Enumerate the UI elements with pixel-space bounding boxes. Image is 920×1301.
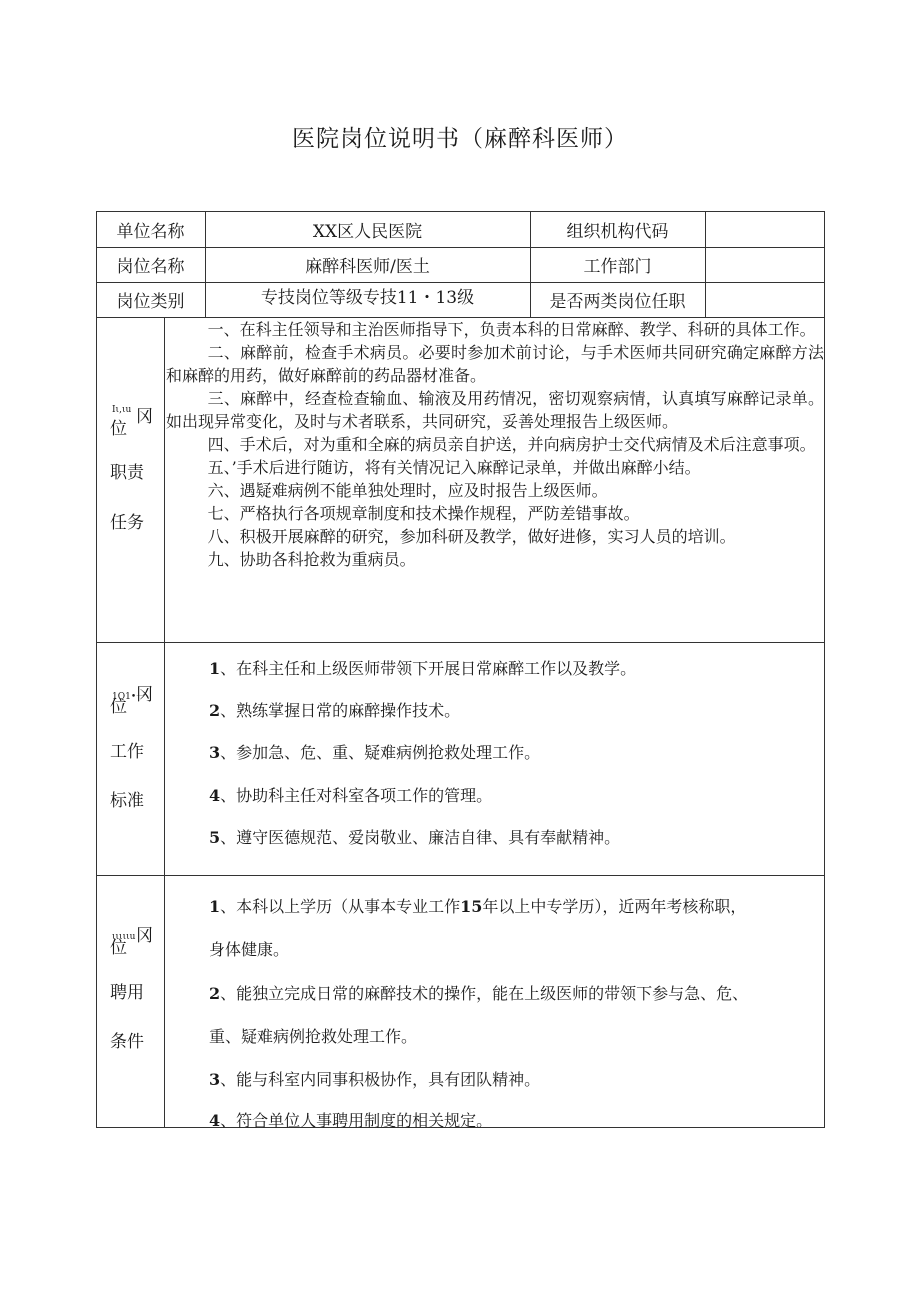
post-name-value: 麻醉科医师/医土 [305, 257, 430, 277]
duty-item: 二、麻醉前，检查手术病员。必要时参加术前讨论，与手术医师共同研究确定麻醉方法和麻醉的用药，做好麻醉前的药品器材准备。 [166, 343, 824, 385]
requirement-item: 3、能与科室内同事积极协作，具有团队精神。 [209, 1070, 541, 1089]
row-divider [96, 642, 825, 643]
department-value [705, 247, 825, 282]
unit-name-label: 单位名称 [116, 221, 185, 242]
org-code-label: 组织机构代码 [566, 221, 669, 242]
duty-item: 四、手术后，对为重和全麻的病员亲自护送，并向病房护士交代病情及术后注意事项。 [207, 435, 816, 454]
unit-name-value: XX区人民医院 [312, 221, 423, 242]
org-code-value [705, 211, 825, 247]
duty-item: 九、协助各科抢救为重病员。 [207, 550, 416, 569]
duties-list [166, 318, 824, 571]
post-category-value: 专技岗位等级专技11・13级 [260, 287, 475, 308]
dual-post-label: 是否两类岗位任职 [549, 292, 686, 312]
requirements-label-word: 聘用 [110, 983, 144, 1003]
standard-item: 2、熟练掌握日常的麻醉操作技术。 [209, 701, 461, 720]
duties-label-word: 职责 [110, 463, 144, 483]
duties-label-char: 冈 [136, 407, 153, 427]
duties-label-char: 位 [110, 419, 127, 439]
duty-item: 七、严格执行各项规章制度和技术操作规程，严防差错事故。 [207, 504, 640, 523]
col-divider [164, 642, 165, 875]
duty-item: 三、麻醉中，经查检查输血、输液及用药情况，密切观察病情，认真填写麻醉记录单。如出现异常变化，及时与术者联系，共同研究，妥善处理报告上级医师。 [166, 389, 824, 431]
requirements-label-char: 位 [110, 938, 127, 958]
label-artifact: 1Q1•一 [112, 692, 146, 702]
duty-item: 一、在科主任领导和主治医师指导下，负责本科的日常麻醉、教学、科研的具体工作。 [207, 320, 816, 339]
duty-item: 八、积极开展麻醉的研究，参加科研及教学，做好进修，实习人员的培训。 [207, 527, 736, 546]
requirements-label-char: 冈 [136, 926, 153, 946]
label-artifact: Iι,ιu [112, 405, 132, 415]
requirement-item-continued: 重、疑难病例抢救处理工作。 [209, 1027, 418, 1046]
department-label: 工作部门 [583, 257, 652, 277]
duty-item: 六、遇疑难病例不能单独处理时，应及时报告上级医师。 [207, 481, 608, 500]
requirements-label-word: 条件 [110, 1032, 144, 1052]
col-divider [164, 317, 165, 642]
requirement-item-continued: 身体健康。 [209, 940, 290, 959]
post-category-label: 岗位类别 [116, 292, 185, 312]
standard-item: 3、参加急、危、重、疑难病例抢救处理工作。 [209, 743, 541, 762]
standard-item: 5、遵守医德规范、爱岗敬业、廉洁自律、具有奉献精神。 [209, 828, 621, 847]
label-artifact: ιιιιιu [112, 932, 136, 942]
page-title: 医院岗位说明书（麻醉科医师） [292, 126, 628, 152]
requirement-item: 1、本科以上学历（从事本专业工作15年以上中专学历），近两年考核称职， [209, 897, 747, 916]
standards-label-char: 位 [110, 697, 127, 717]
post-name-label: 岗位名称 [116, 257, 185, 277]
standards-label-word: 工作 [110, 742, 144, 762]
standards-label-char: 冈 [136, 685, 153, 705]
requirement-item: 2、能独立完成日常的麻醉技术的操作，能在上级医师的带领下参与急、危、 [209, 984, 749, 1003]
row-divider [96, 875, 825, 876]
requirement-item: 4、符合单位人事聘用制度的相关规定。 [209, 1111, 493, 1130]
duty-item: 五、’手术后进行随访，将有关情况记入麻醉记录单，并做出麻醉小结。 [207, 458, 701, 477]
standards-label-word: 标准 [110, 791, 144, 811]
standard-item: 1、在科主任和上级医师带领下开展日常麻醉工作以及教学。 [209, 659, 637, 678]
dual-post-value [705, 282, 825, 317]
col-divider [164, 875, 165, 1127]
standard-item: 4、协助科主任对科室各项工作的管理。 [209, 786, 493, 805]
duties-label-word: 任务 [110, 513, 144, 533]
